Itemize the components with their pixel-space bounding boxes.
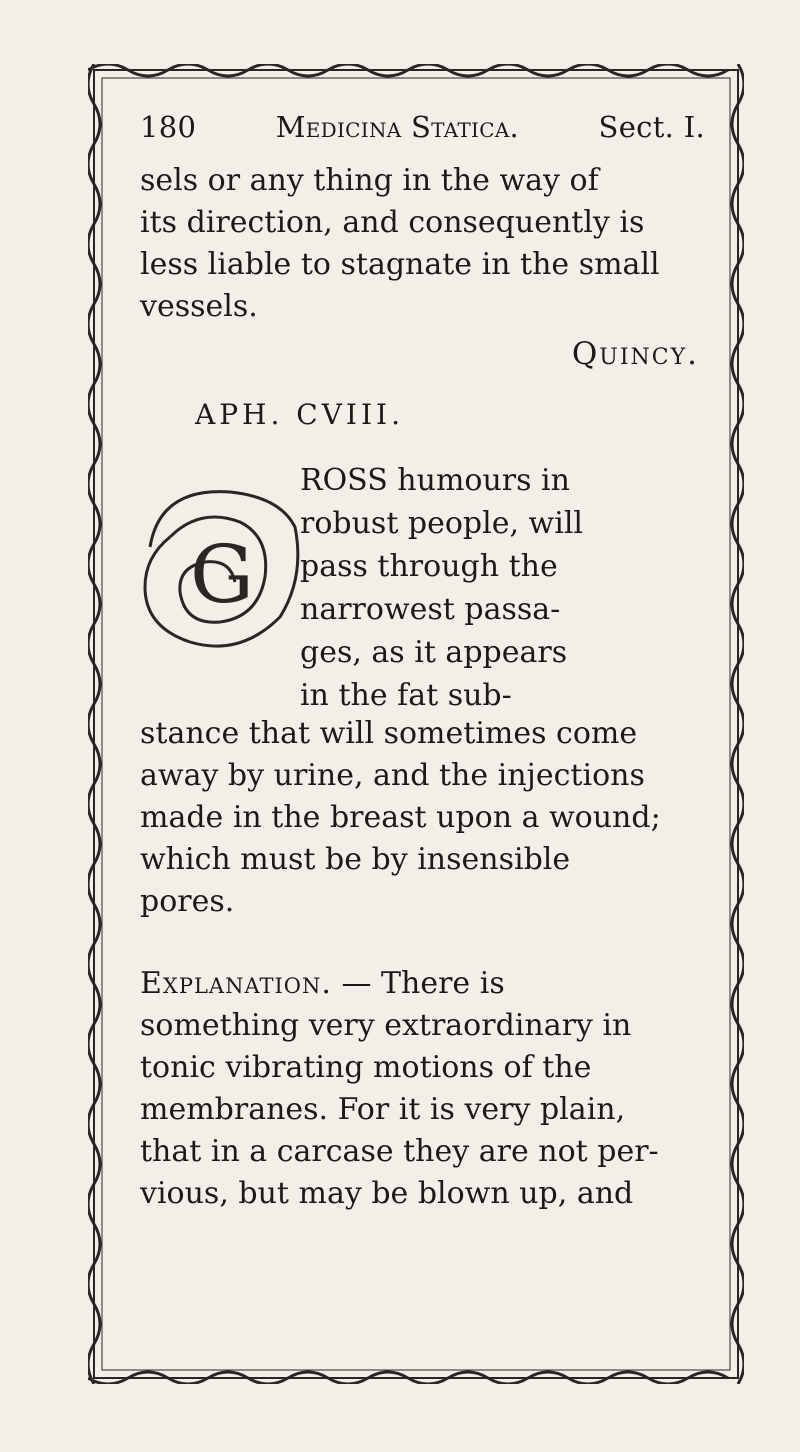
text-line <box>140 963 705 1005</box>
intro-paragraph <box>140 160 705 328</box>
text-line: membranes. For it is very plain, <box>140 1092 626 1127</box>
text-line: ROSS humours in <box>300 463 570 498</box>
aphorism-block <box>140 459 705 719</box>
text-line: vious, but may be blown up, and <box>140 1176 634 1211</box>
text-line: sels or any thing in the way of <box>140 163 599 198</box>
running-header <box>140 110 705 144</box>
text-line: pores. <box>140 884 235 919</box>
text-line: ges, as it appears <box>300 635 568 670</box>
text-line: away by urine, and the injections <box>140 758 645 793</box>
text-line: narrowest passa- <box>300 592 561 627</box>
text-line: pass through the <box>300 549 558 584</box>
signature: Quincy. <box>571 336 699 372</box>
text-line: something very extraordinary in <box>140 1008 632 1043</box>
aphorism-heading: APH. CVIII. <box>195 398 405 431</box>
text-line: tonic vibrating motions of the <box>140 1050 592 1085</box>
page-number: 180 <box>140 110 197 144</box>
text-line: its direction, and consequently is <box>140 205 645 240</box>
drop-cap-initial <box>130 467 310 665</box>
explanation-paragraph <box>140 963 705 1215</box>
text-line: which must be by insensible <box>140 842 571 877</box>
aphorism-continuation <box>140 713 705 923</box>
explanation-first-line: — There is <box>341 966 505 1001</box>
aphorism-opening-lines <box>300 459 583 717</box>
text-line: stance that will sometimes come <box>140 716 638 751</box>
text-line: vessels. <box>140 289 258 324</box>
section-label: Sect. I. <box>598 110 705 144</box>
drop-cap-letter: G <box>190 528 254 621</box>
text-line: less liable to stagnate in the small <box>140 247 660 282</box>
text-line: in the fat sub- <box>300 678 512 713</box>
text-line: robust people, will <box>300 506 584 541</box>
text-line: made in the breast upon a wound; <box>140 800 661 835</box>
text-line: that in a carcase they are not per- <box>140 1134 659 1169</box>
running-title: Medicina Statica. <box>275 110 520 144</box>
explanation-lead: Explanation. <box>140 966 332 1001</box>
book-page <box>140 110 705 1215</box>
